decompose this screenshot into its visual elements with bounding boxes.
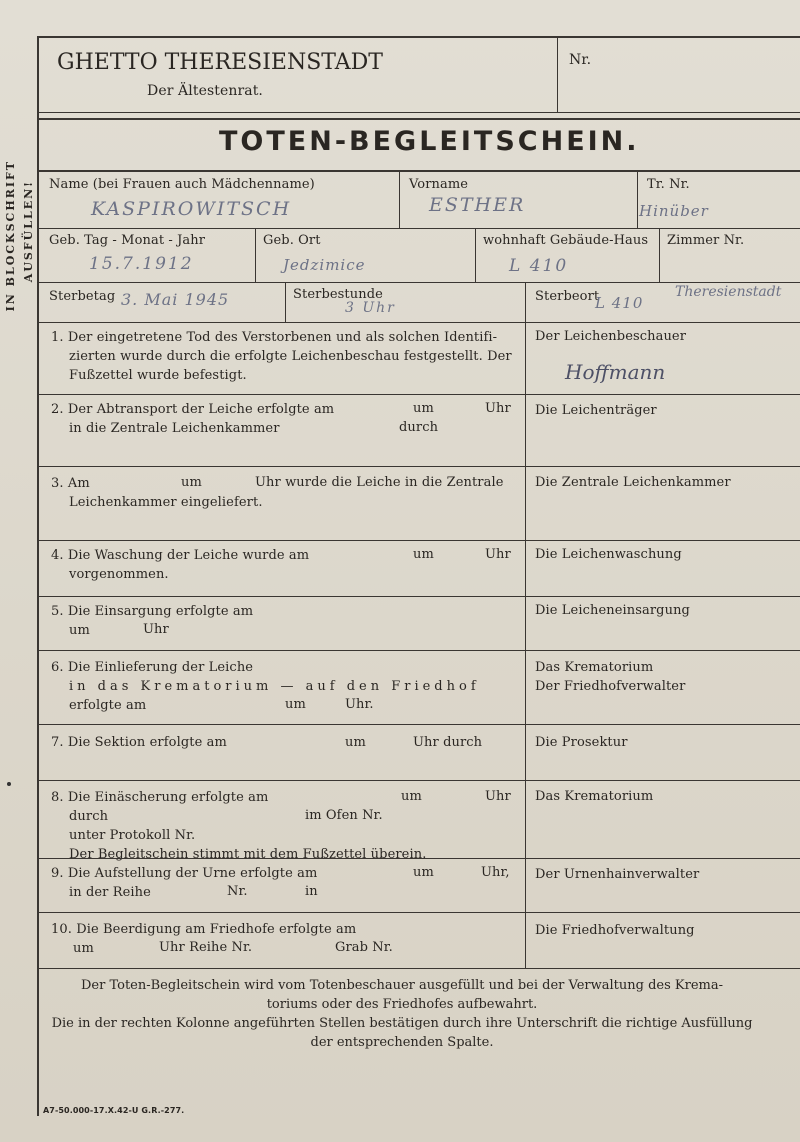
divider — [475, 228, 476, 282]
sterbetag-label: Sterbetag — [49, 289, 116, 304]
nr-label: Nr. — [569, 52, 592, 68]
row-8-uhr: Uhr — [485, 789, 511, 804]
row-4-right: Die Leichenwaschung — [535, 547, 682, 562]
row-9-um: um — [413, 865, 434, 880]
trnr-value: Hinüber — [639, 202, 709, 220]
row-2-right: Die Leichenträger — [535, 403, 657, 418]
row-3-um: um — [181, 475, 202, 490]
row-7-um: um — [345, 735, 366, 750]
sterbestunde-label: Sterbestunde — [293, 287, 383, 302]
row-10-uhr-reihe: Uhr Reihe Nr. — [159, 940, 253, 955]
row-2-uhr: Uhr — [485, 401, 511, 416]
divider — [39, 858, 800, 859]
wohnhaft-label: wohnhaft Gebäude-Haus — [483, 233, 649, 248]
sterbeort-label: Sterbeort — [535, 289, 600, 304]
row-5-right: Die Leicheneinsargung — [535, 603, 690, 618]
divider — [39, 650, 800, 651]
sterbestunde-value: 3 Uhr — [345, 300, 396, 316]
vorname-label: Vorname — [409, 177, 469, 192]
divider — [525, 322, 526, 968]
row-9-uhr: Uhr, — [481, 865, 510, 880]
row-9-in: in — [305, 884, 318, 899]
row-2-um: um — [413, 401, 434, 416]
divider — [39, 394, 800, 395]
divider — [39, 228, 800, 229]
org-title: GHETTO THERESIENSTADT — [57, 50, 383, 75]
form-frame — [37, 36, 800, 1116]
divider — [39, 968, 800, 969]
divider — [637, 170, 638, 228]
gebort-label: Geb. Ort — [263, 233, 321, 248]
zimmer-label: Zimmer Nr. — [667, 233, 745, 248]
sterbeort-value-2: Theresienstadt — [675, 284, 782, 300]
divider — [39, 780, 800, 781]
vorname-value: ESTHER — [429, 194, 526, 216]
divider — [39, 724, 800, 725]
row-8-right: Das Krematorium — [535, 789, 654, 804]
divider — [525, 282, 526, 322]
footer-note: Der Toten-Begleitschein wird vom Totenbeschauer ausgefüllt und bei der Verwaltung des Krema- toriums oder des Friedhofes aufbewahrt. Die in der rechten Kolonne angeführten Stellen bestätigen durch ihre Unterschrift die richtige Ausfüllung der entsprechenden Spalte. — [51, 978, 753, 1050]
divider — [39, 112, 800, 113]
row-4-um: um — [413, 547, 434, 562]
divider — [39, 118, 800, 120]
row-1-right: Der Leichenbeschauer — [535, 329, 687, 344]
row-3-uhr: Uhr wurde die Leiche in die Zentrale — [255, 475, 504, 490]
row-8-um: um — [401, 789, 422, 804]
trnr-label: Tr. Nr. — [647, 177, 690, 192]
gebort-value: Jedzimice — [283, 256, 366, 274]
row-6-right: Das Krematorium Der Friedhofverwalter — [535, 660, 686, 694]
row-6-text: 6. Die Einlieferung der Leiche in das Krematorium — auf den Friedhof erfolgte am — [51, 660, 480, 713]
row-2-durch: durch — [399, 420, 439, 435]
divider — [39, 540, 800, 541]
divider — [659, 228, 660, 282]
signature: Hoffmann — [565, 360, 666, 384]
margin-dot — [7, 782, 11, 786]
name-value: KASPIROWITSCH — [91, 198, 292, 220]
divider — [557, 38, 558, 112]
row-4-uhr: Uhr — [485, 547, 511, 562]
row-8-text: 8. Die Einäscherung erfolgte am durch unter Protokoll Nr. Der Begleitschein stimmt mit dem Fußzettel überein. — [51, 790, 427, 862]
side-text-blockschrift: IN BLOCKSCHRIFT — [4, 160, 17, 312]
divider — [285, 282, 286, 322]
divider — [39, 596, 800, 597]
print-code: A7-50.000-17.X.42-U G.R.-277. — [43, 1106, 185, 1115]
row-6-uhr: Uhr. — [345, 697, 374, 712]
council-name: Der Ältestenrat. — [147, 83, 263, 99]
row-4-text: 4. Die Waschung der Leiche wurde am vorgenommen. — [51, 548, 310, 582]
row-2-text: 2. Der Abtransport der Leiche erfolgte am in die Zentrale Leichenkammer — [51, 402, 335, 436]
row-10-grab: Grab Nr. — [335, 940, 393, 955]
row-6-um: um — [285, 697, 306, 712]
row-3-text: 3. Am Leichenkammer eingeliefert. — [51, 476, 263, 510]
row-7-right: Die Prosektur — [535, 735, 628, 750]
row-7-text: 7. Die Sektion erfolgte am — [51, 735, 227, 750]
row-9-text: 9. Die Aufstellung der Urne erfolgte am in der Reihe — [51, 866, 318, 900]
row-10-right: Die Friedhofverwaltung — [535, 923, 695, 938]
divider — [39, 322, 800, 323]
row-9-right: Der Urnenhainverwalter — [535, 867, 700, 882]
row-5-uhr: Uhr — [143, 622, 169, 637]
sterbeort-value: L 410 — [595, 294, 644, 312]
row-3-right: Die Zentrale Leichenkammer — [535, 475, 731, 490]
wohnhaft-value: L 410 — [509, 256, 569, 276]
geb-value: 15.7.1912 — [89, 254, 194, 274]
form-title: TOTEN-BEGLEITSCHEIN. — [219, 126, 640, 157]
geb-label: Geb. Tag - Monat - Jahr — [49, 233, 206, 248]
row-8-ofen: im Ofen Nr. — [305, 808, 383, 823]
sterbetag-value: 3. Mai 1945 — [121, 290, 230, 309]
row-9-nr: Nr. — [227, 884, 248, 899]
row-1-text: 1. Der eingetretene Tod des Verstorbenen und als solchen Identifi- zierten wurde durch die erfolgte Leichenbeschau festgestellt. Der Fußzettel wurde befestigt. — [51, 330, 512, 383]
row-5-text: 5. Die Einsargung erfolgte am um — [51, 604, 254, 638]
row-10-text: 10. Die Beerdigung am Friedhofe erfolgte am um — [51, 922, 357, 956]
divider — [39, 466, 800, 467]
divider — [255, 228, 256, 282]
side-text-ausfuellen: AUSFÜLLEN! — [22, 180, 35, 283]
divider — [39, 282, 800, 283]
row-7-uhr-durch: Uhr durch — [413, 735, 483, 750]
divider — [39, 912, 800, 913]
name-label: Name (bei Frauen auch Mädchenname) — [49, 177, 315, 192]
divider — [39, 170, 800, 172]
divider — [399, 170, 400, 228]
